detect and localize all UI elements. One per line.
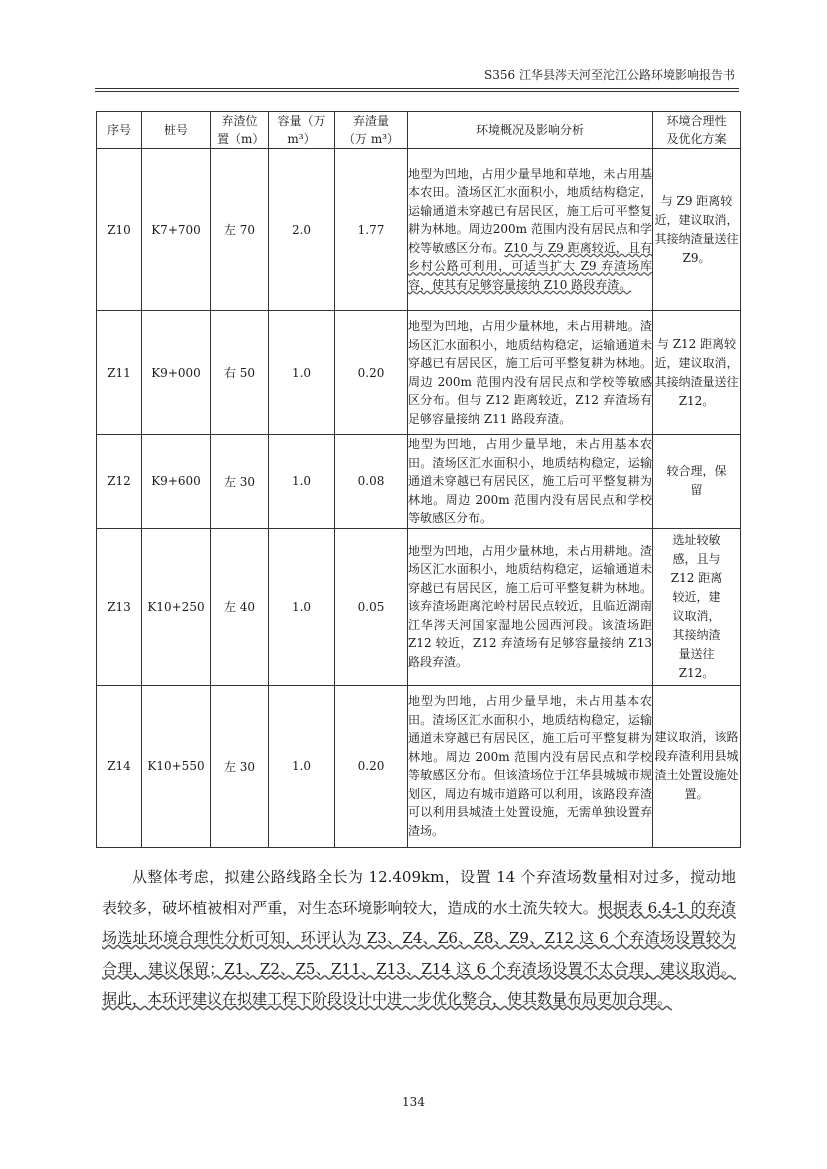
cell-position: 左 30 [211,685,269,847]
page-number: 134 [402,1095,425,1109]
conclusion-text: 从整体考虑，拟建公路线路全长为 12.409km，设置 14 个弃渣场数量相对过多，搅动地表较多，破坏植被相对严重，对生态环境影响较大，造成的水土流失较大。 [102,868,736,917]
header-position: 弃渣位置（m） [211,112,269,149]
cell-no: Z12 [97,435,142,529]
table-row [97,685,741,847]
header-capacity: 容量（万 m³） [269,112,335,149]
conclusion-marked-text: 根据表 6.4-1 的弃渣场选址环境合理性分析可知，环评认为 Z3、Z4、Z6、Z8、Z9、Z12 这 6 个弃渣场设置较为合理，建议保留；Z1、Z2、Z5、Z11、Z13、Z14 这 6 个弃渣场设置不太合理，建议取消。据此，本环评建议在拟建工程下阶段设计中进一步优化整合，使其数量布局更加合理。 [102,898,736,1008]
cell-analysis: 地型为凹地，占用少量林地，未占用耕地。渣场区汇水面积小，地质结构稳定，运输通道未穿越已有居民区，施工后可平整复耕为林地。周边 200m 范围内没有居民点和学校等敏感区分布。但与 Z12 距离较近，Z12 弃渣场有足够容量接纳 Z11 路段弃渣。 [408,311,653,435]
header-rationality: 环境合理性及优化方案 [653,112,741,149]
cell-analysis: 地型为凹地，占用少量旱地，未占用基本农田。渣场区汇水面积小，地质结构稳定，运输通道未穿越已有居民区，施工后可平整复耕为林地。周边 200m 范围内没有居民点和学校等敏感区分布。 [408,435,653,529]
cell-rationality: 与 Z9 距离较近，建议取消，其接纳渣量送往 Z9。 [653,149,741,311]
header-station: 桩号 [142,112,211,149]
cell-rationality: 选址较敏感，且与 Z12 距离较近，建议取消，其接纳渣量送往 Z12。 [653,528,741,685]
cell-volume: 1.77 [335,149,408,311]
cell-no: Z14 [97,685,142,847]
cell-capacity: 1.0 [269,685,335,847]
cell-analysis [408,149,653,311]
header-volume: 弃渣量（万 m³） [335,112,408,149]
cell-station: K9+000 [142,311,211,435]
cell-capacity: 1.0 [269,311,335,435]
cell-position: 左 30 [211,435,269,529]
cell-position: 右 50 [211,311,269,435]
cell-volume: 0.08 [335,435,408,529]
cell-station: K7+700 [142,149,211,311]
header-rule-double [95,91,739,92]
header-no: 序号 [97,112,142,149]
table-row [97,435,741,529]
analysis-text: 地型为凹地，占用少量旱地和草地，未占用基本农田。渣场区汇水面积小，地质结构稳定，运输通道未穿越已有居民区，施工后可平整复耕为林地。周边200m 范围内没有居民点和学校等敏感区分布。 [408,166,652,255]
table-row [97,528,741,685]
spoil-site-table [96,111,741,848]
cell-no: Z13 [97,528,142,685]
table-row [97,311,741,435]
cell-capacity: 2.0 [269,149,335,311]
cell-position: 左 70 [211,149,269,311]
cell-analysis: 地型为凹地，占用少量林地，未占用耕地。渣场区汇水面积小，地质结构稳定，运输通道未穿越已有居民区，施工后可平整复耕为林地。该弃渣场距离沱岭村居民点较近，且临近湖南江华涔天河国家湿地公园西河段。该渣场距 Z12 较近，Z12 弃渣场有足够容量接纳 Z13 路段弃渣。 [408,528,653,685]
cell-no: Z10 [97,149,142,311]
cell-capacity: 1.0 [269,528,335,685]
cell-rationality: 建议取消，该路段弃渣利用县城渣土处置设施处置。 [653,685,741,847]
cell-station: K10+550 [142,685,211,847]
analysis-marked-text: Z10 与 Z9 距离较近，且有乡村公路可利用，可适当扩大 Z9 弃渣场库容，使其有足够容量接纳 Z10 路段弃渣。 [408,240,652,292]
cell-station: K10+250 [142,528,211,685]
table-row [97,149,741,311]
cell-no: Z11 [97,311,142,435]
header-analysis: 环境概况及影响分析 [408,112,653,149]
cell-rationality: 较合理，保留 [653,435,741,529]
cell-volume: 0.05 [335,528,408,685]
cell-rationality: 与 Z12 距离较近，建议取消，其接纳渣量送往 Z12。 [653,311,741,435]
table-header-row [97,112,741,149]
cell-volume: 0.20 [335,685,408,847]
conclusion-paragraph [102,862,736,1015]
cell-station: K9+600 [142,435,211,529]
cell-capacity: 1.0 [269,435,335,529]
cell-volume: 0.20 [335,311,408,435]
running-header: S356 江华县涔天河至沱江公路环境影响报告书 [484,68,735,82]
cell-position: 左 40 [211,528,269,685]
cell-analysis: 地型为凹地，占用少量旱地，未占用基本农田。渣场区汇水面积小，地质结构稳定，运输通道未穿越已有居民区，施工后可平整复耕为林地。周边 200m 范围内没有居民点和学校等敏感区分布。但该渣场位于江华县城城市规划区，周边有城市道路可以利用，该路段弃渣可以利用县城渣土处置设施，无需单独设置弃渣场。 [408,685,653,847]
header-rule [95,88,739,89]
